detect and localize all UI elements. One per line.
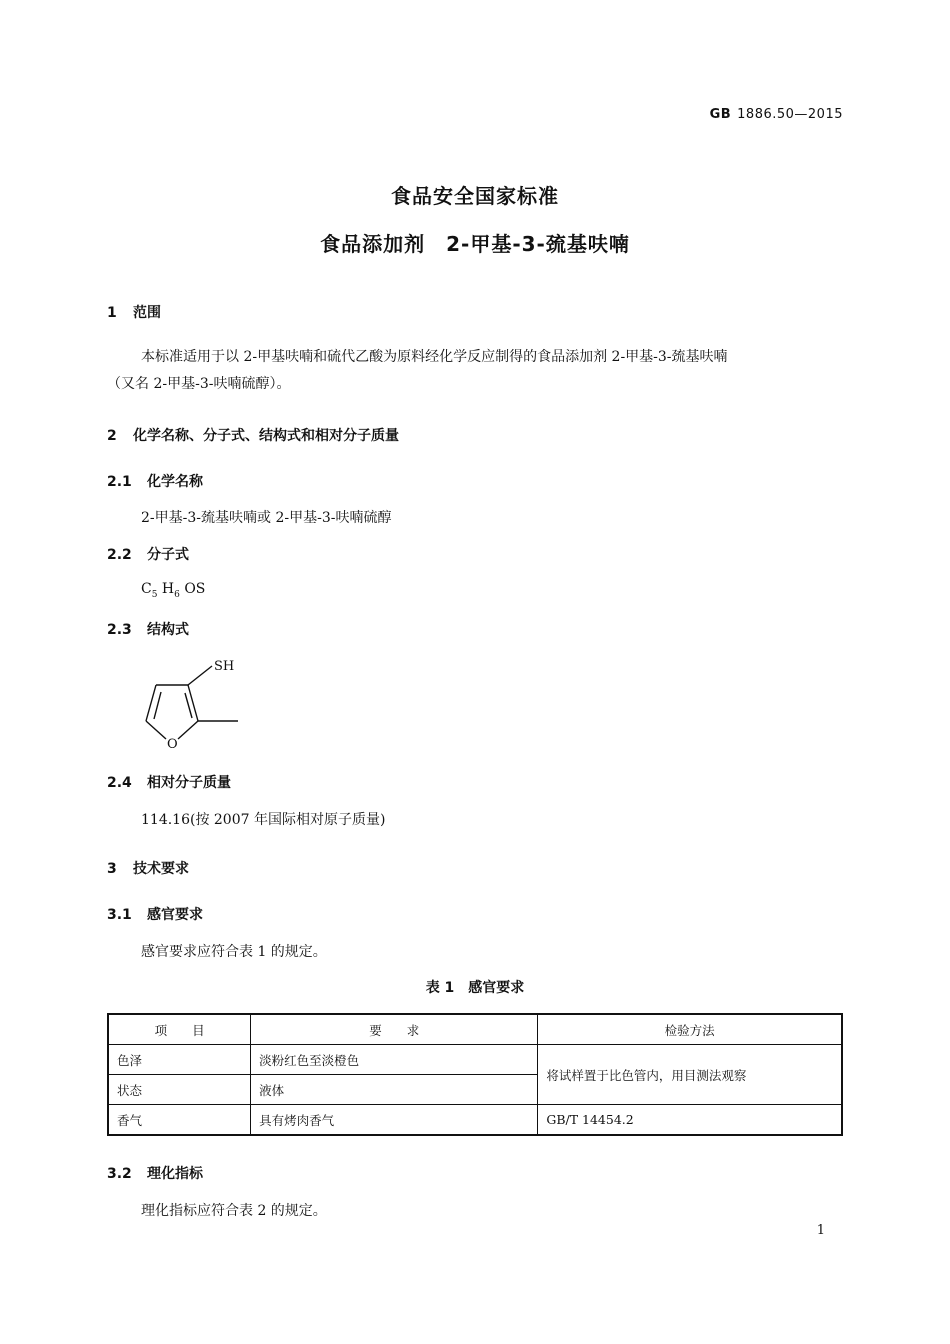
section-1-body: 本标准适用于以 2-甲基呋喃和硫代乙酸为原料经化学反应制得的食品添加剂 2-甲基-3-巯基呋喃 （又名 2-甲基-3-呋喃硫醇）。 (107, 349, 728, 392)
table-row (108, 1105, 842, 1136)
sh-label: SH (214, 659, 235, 674)
section-1-heading: 1 范围 (107, 305, 161, 321)
section-2-4-heading: 2.4 相对分子质量 (107, 775, 231, 791)
section-3-2-body: 理化指标应符合表 2 的规定。 (141, 1203, 327, 1219)
table-cell-method: GB/T 14454.2 (538, 1105, 842, 1136)
oxygen-label: O (167, 737, 178, 752)
table-row (108, 1045, 842, 1075)
double-bond-c4c5 (154, 692, 161, 719)
structural-formula (130, 652, 250, 756)
section-3-2-heading: 3.2 理化指标 (107, 1166, 203, 1182)
section-3-heading: 3 技术要求 (107, 861, 189, 877)
table-header-requirement: 要 求 (251, 1014, 538, 1045)
table-cell-item: 状态 (108, 1075, 251, 1105)
document-code (710, 107, 843, 122)
table-cell-method-merged: 将试样置于比色管内，用目测法观察 (538, 1045, 842, 1105)
molecular-mass: 114.16(按 2007 年国际相对原子质量) (141, 812, 386, 828)
table-header-item: 项 目 (108, 1014, 251, 1045)
section-2-1-heading: 2.1 化学名称 (107, 474, 203, 490)
section-2-heading: 2 化学名称、分子式、结构式和相对分子质量 (107, 428, 399, 444)
chemical-name: 2-甲基-3-巯基呋喃或 2-甲基-3-呋喃硫醇 (141, 510, 392, 526)
section-3-1-heading: 3.1 感官要求 (107, 907, 203, 923)
sensory-requirements-table (107, 1013, 843, 1136)
table-header-method: 检验方法 (538, 1014, 842, 1045)
page-title: 食品安全国家标准 (391, 184, 559, 208)
ring-bond-c3c2 (188, 685, 198, 721)
table-1-caption: 表 1 感官要求 (425, 980, 525, 996)
table-header-row (108, 1014, 842, 1045)
table-cell-requirement: 淡粉红色至淡橙色 (251, 1045, 538, 1075)
sh-bond (188, 666, 212, 685)
table-cell-requirement: 液体 (251, 1075, 538, 1105)
table-cell-item: 色泽 (108, 1045, 251, 1075)
molecular-formula: $C_5$ $H_6$ OS (141, 581, 206, 600)
ring-bond-oc5 (146, 721, 166, 739)
page-subtitle: 食品添加剂 2-甲基-3-巯基呋喃 (320, 232, 630, 256)
table-cell-item: 香气 (108, 1105, 251, 1136)
section-2-2-heading: 2.2 分子式 (107, 547, 189, 563)
section-2-3-heading: 2.3 结构式 (107, 622, 189, 638)
table-cell-requirement: 具有烤肉香气 (251, 1105, 538, 1136)
doc-prefix: GB (709, 107, 732, 122)
section-3-1-body: 感官要求应符合表 1 的规定。 (141, 944, 327, 960)
doc-number: 1886.50—2015 (737, 107, 843, 122)
page-number: 1 (816, 1223, 825, 1238)
ring-bond-c2o (178, 721, 198, 739)
